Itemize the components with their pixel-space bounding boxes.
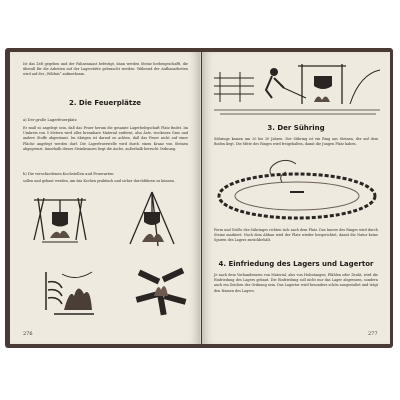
pot-on-crossbar-illustration — [28, 192, 92, 248]
tripod-kettle-illustration — [122, 188, 182, 250]
paragraph-a: Er muß so angelegt sein, daß das Feuer herum die gesamte Lagerbelegschaft Platz findet. Im Umkreis von 5 Metern wird alles brennbare Material entfernt, also Äste, trockenes Gras und andere Stoffe abgeräumt. Im übrigen ist darauf zu achten, daß das Feuer nicht auf einer Fläche angelegt werden darf. Die Lagerfeuerstelle wird durch einen Kranz von Steinen abgegrenzt. Innerhalb dieses Steinkranzes liegt die Asche, außerhalb herrscht Ordnung. — [23, 126, 188, 151]
page-number: 276 — [23, 331, 33, 337]
subheading-b: b) Die verschiedenen Kochstellen und Feuerarten — [23, 172, 114, 176]
cooking-scene-illustration — [210, 58, 386, 120]
paragraph-suehring-2: Form und Größe des Sühringes richten sich nach dem Platz. Das Innere des Ringes wird durch Steine markiert. Nach dem Abbau wird der Platz wieder hergerichtet, damit die Natur keine Spuren des Lagers zurückbehält. — [214, 228, 378, 243]
section-heading-suehring: 3. Der Sühring — [267, 124, 325, 132]
left-page — [10, 52, 201, 344]
right-page — [202, 52, 390, 344]
stone-ring-illustration — [212, 152, 382, 226]
subheading-a: a) Der große Lagerfeuerplatz — [23, 118, 77, 122]
paragraph-suehring: Sühringe kamen um 20 bis 30 Jahren. Der Sühring ist ein Ring aus Steinen, der auf dem Boden liegt. Die Mitte des Ringes wird freigehalten, damit die Jungen Platz haben. — [214, 137, 378, 147]
section-heading-fireplaces: 2. Die Feuerplätze — [68, 99, 142, 107]
star-fire-illustration — [132, 264, 190, 318]
section-heading-enclosure: 4. Einfriedung des Lagers und Lagertor — [218, 260, 374, 268]
page-number: 277 — [368, 331, 378, 337]
paragraph-enclosure: Je nach dem Vorhandensein von Material, also von Holzstangen, Pfählen oder Draht, wird die Einfriedung des Lagers gebaut. Die Einfriedung soll nicht nur das Lager abgrenzen, sondern auch ein Zeichen der Ordnung sein. Das Lagertor wird besonders schön ausgestaltet und trägt den Namen des Lagers. — [214, 273, 378, 293]
paragraph-b: sollen und gebaut werden, um das Kochen praktisch und sicher durchführen zu können. — [23, 179, 175, 183]
intro-paragraph: Ist das Zelt gegeben und der Fahnenmast befestigt, dann werden Steine herbeigeschafft, die überall für die Arbeiten auf der Lagerstätte gebraucht werden. Während der Aufbauarbeiten wird auf der „Wildnis“ aufmerksam. — [23, 62, 188, 77]
reflector-fire-illustration — [40, 260, 102, 322]
